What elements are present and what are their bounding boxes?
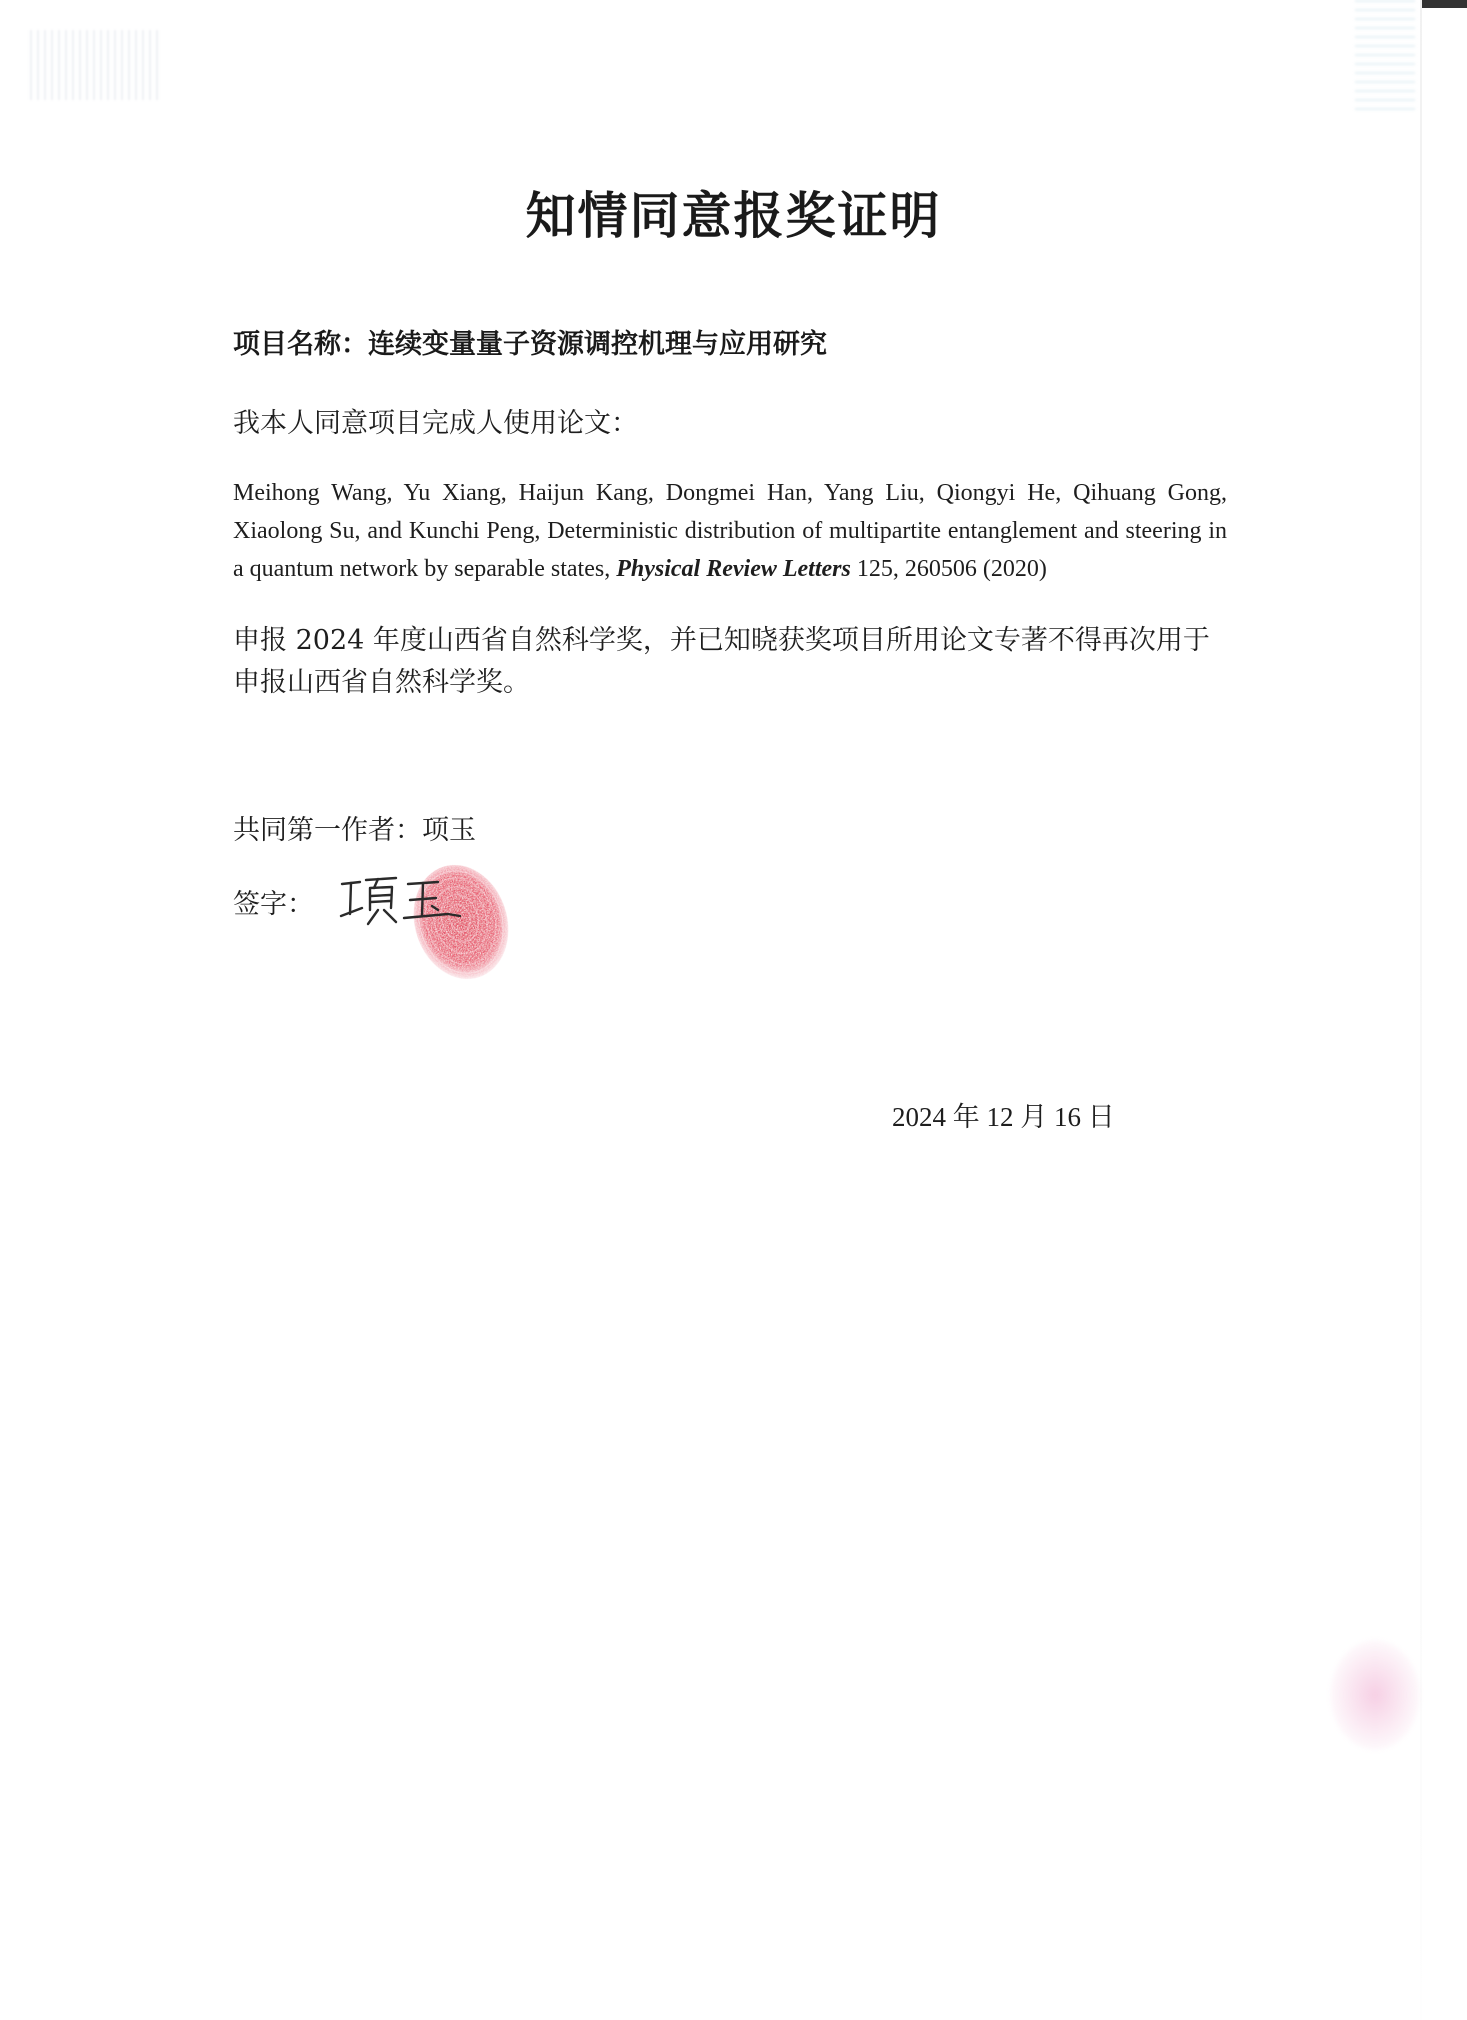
signature-label: 签字： (233, 889, 314, 920)
scan-artifact-top-right (1355, 0, 1415, 110)
signing-date: 2024 年 12 月 16 日 (892, 1102, 1115, 1132)
coauthor-label: 共同第一作者： (233, 815, 422, 846)
consent-statement: 我本人同意项目完成人使用论文： (233, 408, 638, 439)
project-label: 项目名称： (233, 329, 368, 360)
document-title: 知情同意报奖证明 (525, 187, 942, 245)
paper-citation (233, 474, 1227, 588)
scan-artifact-top-left (30, 30, 160, 100)
scan-edge-line (1420, 0, 1422, 2020)
scan-edge-mark (1422, 0, 1467, 8)
declaration-paragraph: 申报 2024 年度山西省自然科学奖，并已知晓获奖项目所用论文专著不得再次用于申报山西省自然科学奖。 (233, 625, 1210, 698)
coauthor-line (233, 808, 476, 847)
citation-details: 125, 260506 (2020) (850, 556, 1047, 582)
handwritten-signature (338, 870, 468, 930)
coauthor-name: 项玉 (422, 815, 476, 846)
scan-artifact-bottom-right (1330, 1640, 1420, 1750)
citation-authors-title: Meihong Wang, Yu Xiang, Haijun Kang, Dongmei Han, Yang Liu, Qiongyi He, Qihuang Gong, Xiaolong Su, and Kunchi Peng, Deterministic distribution of multipartite entanglement and steering in a quantum network by separable states, (233, 480, 1227, 582)
citation-journal: Physical Review Letters (616, 556, 851, 582)
project-name: 连续变量量子资源调控机理与应用研究 (368, 329, 827, 360)
project-name-line (233, 322, 827, 361)
